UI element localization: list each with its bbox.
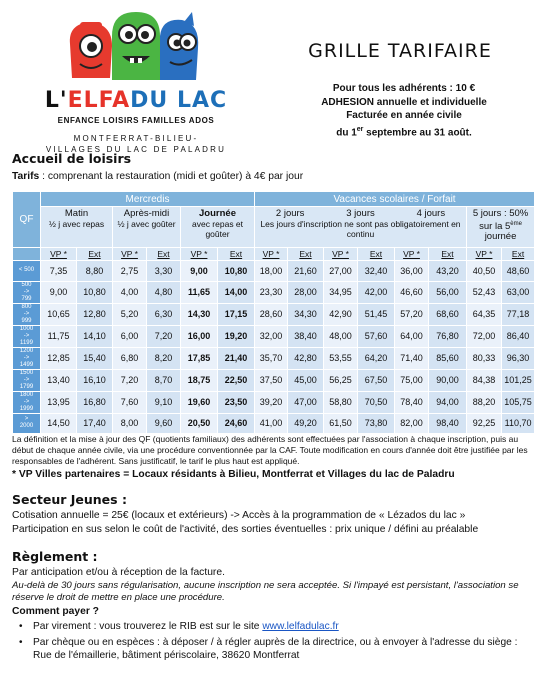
elfa-logo: [20, 6, 252, 156]
table-row: [13, 303, 535, 325]
price-cell: 71,40: [395, 347, 429, 369]
vp-column-header: VP *: [395, 248, 429, 261]
price-cell: 90,00: [429, 369, 467, 391]
ext-column-header: Ext: [147, 248, 181, 261]
cheque-item: • Par chèque ou en espèces : à déposer / à régler auprès de la directrice, ou à envoyer à l'adresse du siège : Rue de l'émaillerie, bâtiment périscolaire, 38620 Montferrat: [19, 637, 518, 661]
price-cell: 10,65: [41, 303, 77, 325]
price-cell: 10,80: [77, 281, 113, 303]
price-cell: 32,00: [255, 325, 288, 347]
site-link[interactable]: www.lelfadulac.fr: [262, 621, 339, 632]
price-cell: 6,30: [147, 303, 181, 325]
price-cell: 6,00: [113, 325, 147, 347]
table-row: [13, 369, 535, 391]
price-cell: 70,50: [358, 391, 395, 413]
price-cell: 28,00: [288, 281, 324, 303]
price-cell: 41,00: [255, 413, 288, 434]
accueil-title: Accueil de loisirs: [12, 151, 132, 166]
price-cell: 38,40: [288, 325, 324, 347]
price-cell: 17,15: [218, 303, 255, 325]
price-cell: 85,60: [429, 347, 467, 369]
price-cell: 17,40: [77, 413, 113, 434]
table-row: [13, 413, 535, 434]
price-cell: 67,50: [358, 369, 395, 391]
matin-header: Matin ½ j avec repas: [41, 207, 113, 248]
qf-cell: 1000 -> 1199: [13, 325, 41, 347]
price-cell: 7,35: [41, 261, 77, 282]
vp-column-header: VP *: [324, 248, 358, 261]
price-cell: 48,60: [502, 261, 535, 282]
reglement-line1: Par anticipation et/ou à réception de la facture.: [12, 567, 225, 578]
price-cell: 52,43: [467, 281, 502, 303]
price-cell: 21,40: [218, 347, 255, 369]
price-cell: 13,40: [41, 369, 77, 391]
vp-column-header: VP *: [255, 248, 288, 261]
price-cell: 20,50: [181, 413, 218, 434]
jeunes-line2: Participation en sus selon le coût de l'activité, des sorties éventuelles : prix unique / défini au préalable: [12, 524, 479, 535]
table-row: [13, 325, 535, 347]
price-cell: 98,40: [429, 413, 467, 434]
price-cell: 64,35: [467, 303, 502, 325]
price-cell: 23,50: [218, 391, 255, 413]
price-cell: 37,50: [255, 369, 288, 391]
price-cell: 34,30: [288, 303, 324, 325]
price-cell: 28,60: [255, 303, 288, 325]
price-cell: 73,80: [358, 413, 395, 434]
price-cell: 14,00: [218, 281, 255, 303]
price-cell: 47,00: [288, 391, 324, 413]
price-cell: 12,80: [77, 303, 113, 325]
vp-column-header: VP *: [41, 248, 77, 261]
price-cell: 94,00: [429, 391, 467, 413]
price-cell: 22,50: [218, 369, 255, 391]
price-cell: 2,75: [113, 261, 147, 282]
price-cell: 18,75: [181, 369, 218, 391]
price-cell: 16,00: [181, 325, 218, 347]
monsters-logo-icon: [20, 6, 252, 88]
price-cell: 78,40: [395, 391, 429, 413]
price-cell: 8,20: [147, 347, 181, 369]
jeunes-line1: Cotisation annuelle = 25€ (locaux et extérieurs) -> Accès à la programmation de « Lézados du lac »: [12, 510, 466, 521]
price-cell: 14,50: [41, 413, 77, 434]
price-cell: 16,80: [77, 391, 113, 413]
price-cell: 53,55: [324, 347, 358, 369]
logo-title: L'ELFADU LAC: [44, 88, 228, 113]
price-cell: 35,70: [255, 347, 288, 369]
price-cell: 68,60: [429, 303, 467, 325]
price-cell: 5,20: [113, 303, 147, 325]
ext-column-header: Ext: [77, 248, 113, 261]
qf-cell: < 500: [13, 261, 41, 282]
price-cell: 7,20: [147, 325, 181, 347]
price-cell: 9,00: [41, 281, 77, 303]
price-cell: 63,00: [502, 281, 535, 303]
price-cell: 16,10: [77, 369, 113, 391]
price-cell: 64,20: [358, 347, 395, 369]
table-row: [13, 281, 535, 303]
price-cell: 56,25: [324, 369, 358, 391]
price-cell: 21,60: [288, 261, 324, 282]
price-cell: 10,80: [218, 261, 255, 282]
jours5-header: 5 jours : 50% sur la 5ème journée: [467, 207, 535, 248]
vacances-header: Vacances scolaires / Forfait: [255, 192, 535, 207]
price-cell: 75,00: [395, 369, 429, 391]
journee-header: Journée avec repas et goûter: [181, 207, 255, 248]
price-cell: 49,20: [288, 413, 324, 434]
price-cell: 45,00: [288, 369, 324, 391]
table-row: [13, 261, 535, 282]
price-cell: 96,30: [502, 347, 535, 369]
price-cell: 36,00: [395, 261, 429, 282]
ext-column-header: Ext: [218, 248, 255, 261]
price-cell: 8,00: [113, 413, 147, 434]
price-cell: 42,80: [288, 347, 324, 369]
price-cell: 8,70: [147, 369, 181, 391]
price-cell: 15,40: [77, 347, 113, 369]
price-cell: 64,00: [395, 325, 429, 347]
price-cell: 18,00: [255, 261, 288, 282]
price-cell: 6,80: [113, 347, 147, 369]
price-cell: 56,00: [429, 281, 467, 303]
price-cell: 27,00: [324, 261, 358, 282]
price-cell: 110,70: [502, 413, 535, 434]
qf-cell: 1800 -> 1999: [13, 391, 41, 413]
price-cell: 17,85: [181, 347, 218, 369]
virement-item: • Par virement : vous trouverez le RIB est sur le site www.lelfadulac.fr: [19, 621, 339, 632]
price-cell: 19,60: [181, 391, 218, 413]
price-cell: 23,30: [255, 281, 288, 303]
price-cell: 80,33: [467, 347, 502, 369]
tarif-rows: [13, 261, 535, 434]
qf-cell: > 2000: [13, 413, 41, 434]
apres-midi-header: Après-midi ½ j avec goûter: [113, 207, 181, 248]
price-cell: 7,20: [113, 369, 147, 391]
qf-cell: 800 -> 999: [13, 303, 41, 325]
price-cell: 77,18: [502, 303, 535, 325]
price-cell: 19,20: [218, 325, 255, 347]
price-cell: 105,75: [502, 391, 535, 413]
price-cell: 7,60: [113, 391, 147, 413]
qf-header: QF: [13, 192, 41, 248]
vp-column-header: VP *: [467, 248, 502, 261]
price-cell: 11,75: [41, 325, 77, 347]
tarif-table: [12, 191, 535, 434]
reglement-title: Règlement :: [12, 549, 98, 564]
price-cell: 61,50: [324, 413, 358, 434]
price-cell: 82,00: [395, 413, 429, 434]
table-row: [13, 391, 535, 413]
price-cell: 57,60: [358, 325, 395, 347]
price-cell: 12,85: [41, 347, 77, 369]
price-cell: 101,25: [502, 369, 535, 391]
vp-column-header: VP *: [181, 248, 218, 261]
price-cell: 11,65: [181, 281, 218, 303]
price-cell: 42,00: [358, 281, 395, 303]
vp-column-header: VP *: [113, 248, 147, 261]
price-cell: 14,30: [181, 303, 218, 325]
mercredis-header: Mercredis: [41, 192, 255, 207]
price-cell: 3,30: [147, 261, 181, 282]
price-cell: 9,00: [181, 261, 218, 282]
price-cell: 4,80: [147, 281, 181, 303]
price-cell: 86,40: [502, 325, 535, 347]
table-row: [13, 347, 535, 369]
price-cell: 57,20: [395, 303, 429, 325]
jours-header: 2 jours 3 jours 4 jours Les jours d'inscription ne sont pas obligatoirement en continu: [255, 207, 467, 248]
ext-column-header: Ext: [502, 248, 535, 261]
logo-subtitle: ENFANCE LOISIRS FAMILLES ADOS: [57, 116, 215, 125]
qf-cell: 1500 -> 1799: [13, 369, 41, 391]
price-cell: 76,80: [429, 325, 467, 347]
price-cell: 32,40: [358, 261, 395, 282]
price-cell: 9,60: [147, 413, 181, 434]
qf-cell: 500 -> 799: [13, 281, 41, 303]
price-cell: 34,95: [324, 281, 358, 303]
comment-payer: Comment payer ?: [12, 606, 99, 617]
price-cell: 48,00: [324, 325, 358, 347]
qf-cell: 1200 -> 1499: [13, 347, 41, 369]
adhesion-info: Pour tous les adhérents : 10 € ADHESION annuelle et individuelle Facturée en année civile du 1er septembre au 31 août.: [321, 83, 487, 138]
price-cell: 4,00: [113, 281, 147, 303]
price-cell: 8,80: [77, 261, 113, 282]
price-cell: 84,38: [467, 369, 502, 391]
price-cell: 43,20: [429, 261, 467, 282]
qf-note: La définition et la mise à jour des QF (quotients familiaux) des adhérents sont effectuées par l'association à chaque inscription, puis au début de chaque année civile, via une procédure conventionnée par la CAF. Toute modification en cours d'année doit être justifiée par les responsables de l'adhérent. Sans justificatif, le tarif le plus haut est appliqué. * VP Villes partenaires = Locaux résidants à Bilieu, Montferrat et Villages du lac de Paladru: [12, 434, 528, 480]
price-cell: 39,20: [255, 391, 288, 413]
price-cell: 24,60: [218, 413, 255, 434]
ext-column-header: Ext: [429, 248, 467, 261]
reglement-warning: Au-delà de 30 jours sans régularisation, aucune inscription ne sera acceptée. Si l'impayé est persistant, l'association se réserve le droit de mettre en place une procédure.: [12, 580, 519, 603]
price-cell: 58,80: [324, 391, 358, 413]
ext-column-header: Ext: [288, 248, 324, 261]
logo-places: MONTFERRAT-BILIEU- VILLAGES DU LAC DE PALADRU: [45, 134, 227, 154]
price-cell: 88,20: [467, 391, 502, 413]
price-cell: 42,90: [324, 303, 358, 325]
tarifs-line: Tarifs : comprenant la restauration (midi et goûter) à 4€ par jour: [12, 171, 304, 182]
price-cell: 40,50: [467, 261, 502, 282]
vp-ext-header-row: [13, 248, 535, 261]
price-cell: 46,60: [395, 281, 429, 303]
jeunes-title: Secteur Jeunes :: [12, 492, 127, 507]
price-cell: 14,10: [77, 325, 113, 347]
price-cell: 51,45: [358, 303, 395, 325]
price-cell: 13,95: [41, 391, 77, 413]
price-cell: 92,25: [467, 413, 502, 434]
page-title: GRILLE TARIFAIRE: [308, 40, 492, 62]
ext-column-header: Ext: [358, 248, 395, 261]
price-cell: 72,00: [467, 325, 502, 347]
price-cell: 9,10: [147, 391, 181, 413]
